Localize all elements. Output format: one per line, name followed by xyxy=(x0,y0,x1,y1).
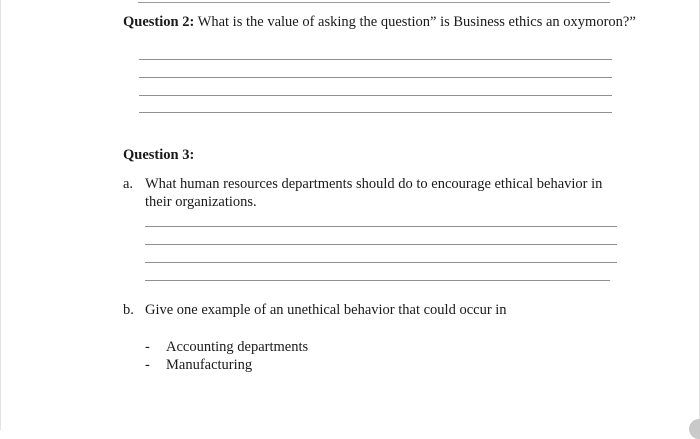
question-2-text: What is the value of asking the question” is Business ethics an oxymoron?” xyxy=(194,14,636,30)
answer-line xyxy=(145,226,617,227)
part-b-text: Give one example of an unethical behavior that could occur in xyxy=(145,302,507,318)
list-item-accounting: Accounting departments xyxy=(166,339,309,355)
question-3-label: Question 3: xyxy=(123,147,195,163)
answer-line xyxy=(139,77,612,78)
part-b-marker: b. xyxy=(123,302,134,318)
page-corner-mark xyxy=(689,419,700,439)
answer-line xyxy=(145,244,617,245)
list-item-manufacturing: Manufacturing xyxy=(166,357,253,373)
part-a-text: What human resources departments should do to encourage ethical behavior in their organizations. xyxy=(145,176,603,210)
part-a-marker: a. xyxy=(123,176,134,192)
answer-line xyxy=(139,112,612,113)
question-2-label: Question 2: xyxy=(123,14,195,30)
answer-line xyxy=(145,262,617,263)
bullet-dash: - xyxy=(145,339,150,355)
answer-line xyxy=(139,59,612,60)
answer-line xyxy=(145,280,610,281)
question-2 xyxy=(123,13,636,31)
top-answer-line xyxy=(138,2,610,3)
bullet-dash: - xyxy=(145,357,150,373)
answer-line xyxy=(139,95,612,96)
